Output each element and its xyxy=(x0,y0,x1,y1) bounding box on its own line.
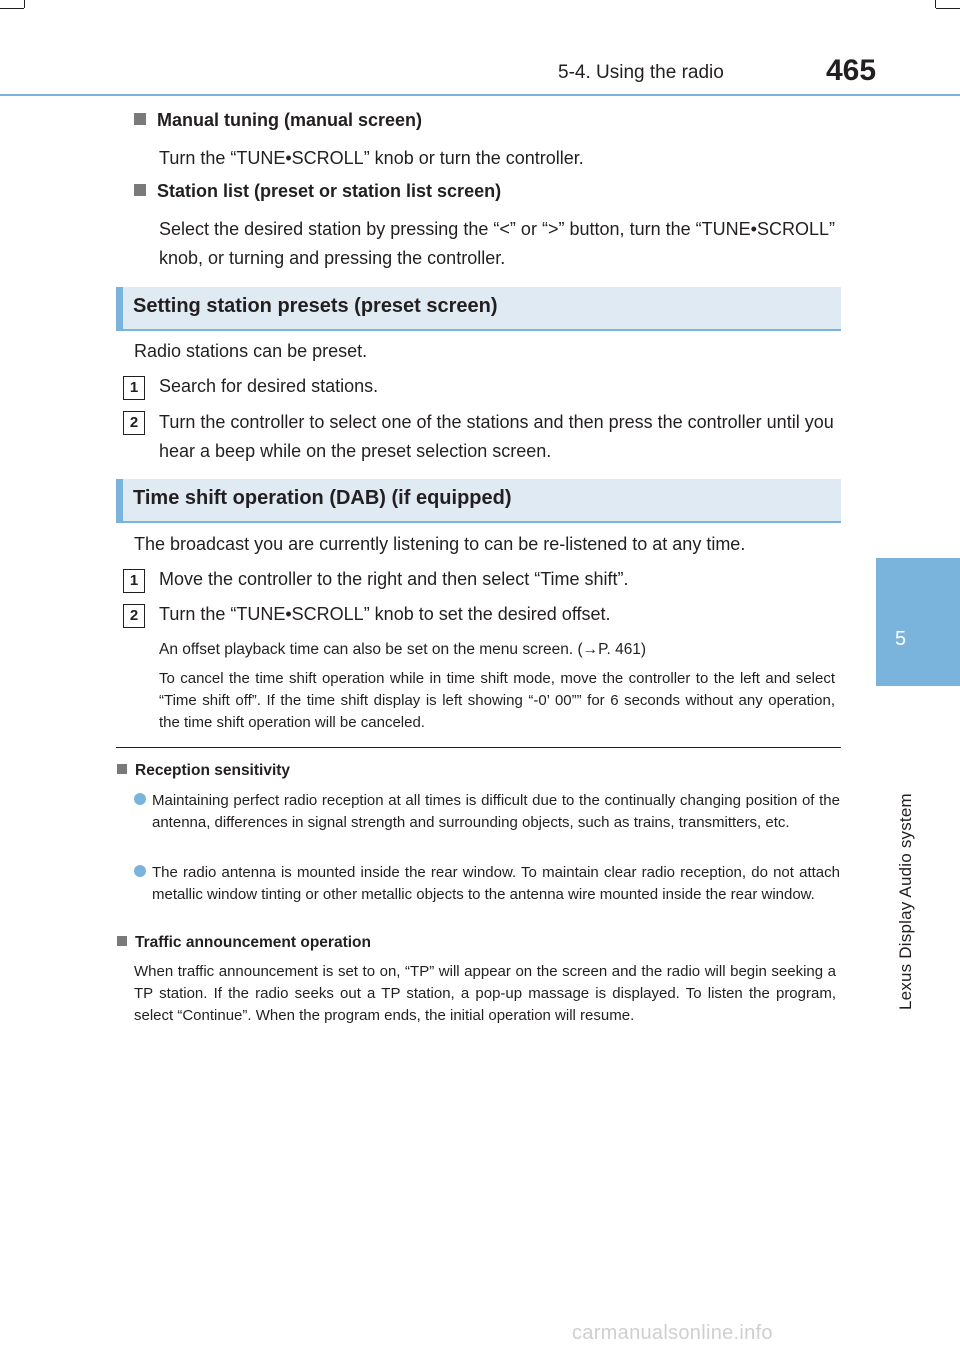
station-list-text: Select the desired station by pressing the “<” or “>” button, turn the “TUNE•SCROLL” knob, or turning and pressing the controller. xyxy=(159,219,835,268)
presets-step-text: Search for desired stations. xyxy=(159,376,379,396)
manual-tuning-heading: Manual tuning (manual screen) xyxy=(134,110,422,131)
time-shift-note: To cancel the time shift operation while in time shift mode, move the controller to the left and select “Time shift off”. If the time shift display is left showing “-0’ 00”” for 6 seconds without any operation, the time shift operation will be canceled. xyxy=(159,670,835,731)
presets-section-header xyxy=(116,287,841,331)
square-bullet-icon xyxy=(117,936,127,946)
time-shift-step-text: Turn the “TUNE•SCROLL” knob to set the desired offset. xyxy=(159,604,611,624)
page-number: 465 xyxy=(826,54,877,87)
station-list-heading: Station list (preset or station list screen) xyxy=(134,181,501,202)
section-accent xyxy=(116,287,123,329)
watermark: carmanualsonline.info xyxy=(572,1322,773,1344)
square-bullet-icon xyxy=(134,184,146,196)
step-number: 1 xyxy=(123,569,145,593)
time-shift-note: An offset playback time can also be set on the menu screen. (→P. 461) xyxy=(159,641,647,658)
bullet-icon xyxy=(134,864,152,882)
chapter-number: 5 xyxy=(895,628,907,650)
divider xyxy=(116,747,841,748)
reception-heading: Reception sensitivity xyxy=(117,762,290,780)
time-shift-step-text: Move the controller to the right and then select “Time shift”. xyxy=(159,569,629,589)
square-bullet-icon xyxy=(117,764,127,774)
step-number: 2 xyxy=(123,411,145,435)
time-shift-intro: The broadcast you are currently listening to can be re-listened to at any time. xyxy=(134,534,746,554)
traffic-heading: Traffic announcement operation xyxy=(117,934,371,952)
step-number: 2 xyxy=(123,604,145,628)
section-title: 5-4. Using the radio xyxy=(558,62,724,83)
reception-bullet: The radio antenna is mounted inside the rear window. To maintain clear radio reception, do not attach metallic window tinting or other metallic objects to the antenna wire mounted inside the rear window. xyxy=(152,864,840,903)
section-accent xyxy=(116,479,123,521)
bullet-icon xyxy=(134,792,152,810)
chapter-title: Lexus Display Audio system xyxy=(896,793,915,1010)
time-shift-section-title: Time shift operation (DAB) (if equipped) xyxy=(133,487,512,509)
presets-section-title: Setting station presets (preset screen) xyxy=(133,295,498,317)
presets-step-text: Turn the controller to select one of the stations and then press the controller until you hear a beep while on the preset selection screen. xyxy=(159,412,834,461)
square-bullet-icon xyxy=(134,113,146,125)
reception-bullet: Maintaining perfect radio reception at all times is difficult due to the continually changing position of the antenna, differences in signal strength and surrounding objects, such as trains, transmitters, etc. xyxy=(152,792,840,831)
step-number: 1 xyxy=(123,376,145,400)
presets-intro: Radio stations can be preset. xyxy=(134,341,368,361)
manual-tuning-text: Turn the “TUNE•SCROLL” knob or turn the controller. xyxy=(159,148,584,168)
traffic-text: When traffic announcement is set to on, “TP” will appear on the screen and the radio will begin seeking a TP station. If the radio seeks out a TP station, a pop-up massage is displayed. To listen the program, select “Continue”. When the program ends, the initial operation will resume. xyxy=(134,963,836,1024)
time-shift-section-header xyxy=(116,479,841,523)
